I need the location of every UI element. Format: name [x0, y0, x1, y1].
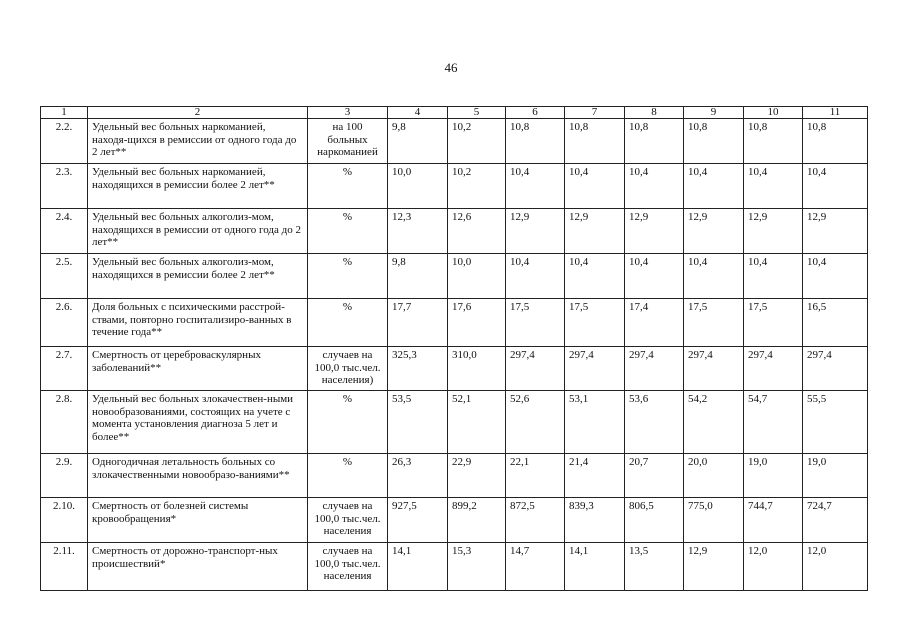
value-cell: 17,5: [565, 299, 625, 347]
value-cell: 53,5: [388, 391, 448, 454]
value-cell: 10,8: [506, 119, 565, 164]
value-cell: 17,5: [744, 299, 803, 347]
value-cell: 10,8: [625, 119, 684, 164]
value-cell: 54,2: [684, 391, 744, 454]
row-number-cell: 2.3.: [41, 164, 88, 209]
indicator-name-cell: Смертность от дорожно-транспорт-ных происшествий*: [88, 543, 308, 591]
value-cell: 14,7: [506, 543, 565, 591]
header-cell: 7: [565, 107, 625, 119]
row-number-cell: 2.8.: [41, 391, 88, 454]
value-cell: 297,4: [625, 347, 684, 391]
value-cell: 9,8: [388, 119, 448, 164]
table-row: [41, 543, 868, 591]
indicator-name-cell: Смертность от цереброваскулярных заболеваний**: [88, 347, 308, 391]
header-cell: 6: [506, 107, 565, 119]
header-cell: 8: [625, 107, 684, 119]
value-cell: 52,1: [448, 391, 506, 454]
header-cell: 5: [448, 107, 506, 119]
value-cell: 19,0: [744, 454, 803, 498]
row-number-cell: 2.6.: [41, 299, 88, 347]
indicators-table: [40, 106, 868, 591]
value-cell: 17,6: [448, 299, 506, 347]
unit-cell: %: [308, 299, 388, 347]
value-cell: 10,2: [448, 164, 506, 209]
table-row: [41, 209, 868, 254]
unit-cell: случаев на 100,0 тыс.чел. населения: [308, 498, 388, 543]
value-cell: 872,5: [506, 498, 565, 543]
value-cell: 297,4: [506, 347, 565, 391]
unit-cell: случаев на 100,0 тыс.чел. населения): [308, 347, 388, 391]
value-cell: 20,7: [625, 454, 684, 498]
value-cell: 9,8: [388, 254, 448, 299]
value-cell: 10,4: [625, 254, 684, 299]
page-number: 46: [444, 60, 458, 75]
value-cell: 17,5: [506, 299, 565, 347]
value-cell: 22,1: [506, 454, 565, 498]
value-cell: 775,0: [684, 498, 744, 543]
unit-cell: случаев на 100,0 тыс.чел. населения: [308, 543, 388, 591]
value-cell: 53,6: [625, 391, 684, 454]
value-cell: 297,4: [744, 347, 803, 391]
unit-cell: %: [308, 454, 388, 498]
value-cell: 10,0: [388, 164, 448, 209]
value-cell: 54,7: [744, 391, 803, 454]
header-cell: 10: [744, 107, 803, 119]
value-cell: 12,9: [506, 209, 565, 254]
value-cell: 10,4: [506, 164, 565, 209]
header-cell: 9: [684, 107, 744, 119]
indicator-name-cell: Смертность от болезней системы кровообращения*: [88, 498, 308, 543]
value-cell: 10,4: [565, 254, 625, 299]
row-number-cell: 2.7.: [41, 347, 88, 391]
indicator-name-cell: Доля больных с психическими расстрой-ствами, повторно госпитализиро-ванных в течение года**: [88, 299, 308, 347]
value-cell: 13,5: [625, 543, 684, 591]
value-cell: 297,4: [565, 347, 625, 391]
value-cell: 21,4: [565, 454, 625, 498]
row-number-cell: 2.2.: [41, 119, 88, 164]
unit-cell: %: [308, 254, 388, 299]
header-cell: 11: [803, 107, 868, 119]
value-cell: 839,3: [565, 498, 625, 543]
value-cell: 10,4: [803, 254, 868, 299]
value-cell: 12,9: [684, 209, 744, 254]
row-number-cell: 2.10.: [41, 498, 88, 543]
value-cell: 10,4: [744, 164, 803, 209]
value-cell: 53,1: [565, 391, 625, 454]
value-cell: 14,1: [565, 543, 625, 591]
unit-cell: %: [308, 164, 388, 209]
value-cell: 19,0: [803, 454, 868, 498]
indicator-name-cell: Удельный вес больных наркоманией, находящихся в ремиссии более 2 лет**: [88, 164, 308, 209]
header-cell: 4: [388, 107, 448, 119]
value-cell: 310,0: [448, 347, 506, 391]
value-cell: 16,5: [803, 299, 868, 347]
value-cell: 12,0: [803, 543, 868, 591]
value-cell: 12,9: [565, 209, 625, 254]
value-cell: 899,2: [448, 498, 506, 543]
value-cell: 12,3: [388, 209, 448, 254]
indicator-name-cell: Удельный вес больных наркоманией, находя-щихся в ремиссии от одного года до 2 лет**: [88, 119, 308, 164]
value-cell: 10,4: [684, 254, 744, 299]
value-cell: 927,5: [388, 498, 448, 543]
table-row: [41, 119, 868, 164]
value-cell: 806,5: [625, 498, 684, 543]
value-cell: 12,9: [684, 543, 744, 591]
value-cell: 10,4: [684, 164, 744, 209]
value-cell: 55,5: [803, 391, 868, 454]
value-cell: 52,6: [506, 391, 565, 454]
row-number-cell: 2.11.: [41, 543, 88, 591]
value-cell: 15,3: [448, 543, 506, 591]
value-cell: 17,7: [388, 299, 448, 347]
value-cell: 10,0: [448, 254, 506, 299]
unit-cell: %: [308, 391, 388, 454]
value-cell: 10,4: [803, 164, 868, 209]
table-row: [41, 254, 868, 299]
value-cell: 297,4: [803, 347, 868, 391]
value-cell: 10,8: [684, 119, 744, 164]
value-cell: 22,9: [448, 454, 506, 498]
value-cell: 325,3: [388, 347, 448, 391]
value-cell: 14,1: [388, 543, 448, 591]
row-number-cell: 2.4.: [41, 209, 88, 254]
value-cell: 12,0: [744, 543, 803, 591]
value-cell: 26,3: [388, 454, 448, 498]
unit-cell: на 100 больных наркоманией: [308, 119, 388, 164]
row-number-cell: 2.5.: [41, 254, 88, 299]
value-cell: 12,9: [625, 209, 684, 254]
value-cell: 17,4: [625, 299, 684, 347]
value-cell: 10,8: [565, 119, 625, 164]
table-row: [41, 391, 868, 454]
row-number-cell: 2.9.: [41, 454, 88, 498]
value-cell: 12,9: [744, 209, 803, 254]
value-cell: 10,2: [448, 119, 506, 164]
header-cell: 3: [308, 107, 388, 119]
header-cell: 1: [41, 107, 88, 119]
table-row: [41, 299, 868, 347]
table-row: [41, 498, 868, 543]
value-cell: 10,8: [744, 119, 803, 164]
table-row: [41, 164, 868, 209]
value-cell: 20,0: [684, 454, 744, 498]
value-cell: 10,4: [565, 164, 625, 209]
table-row: [41, 454, 868, 498]
header-cell: 2: [88, 107, 308, 119]
value-cell: 12,6: [448, 209, 506, 254]
indicator-name-cell: Удельный вес больных алкоголиз-мом, находящихся в ремиссии от одного года до 2 лет**: [88, 209, 308, 254]
unit-cell: %: [308, 209, 388, 254]
value-cell: 297,4: [684, 347, 744, 391]
value-cell: 10,4: [744, 254, 803, 299]
value-cell: 17,5: [684, 299, 744, 347]
value-cell: 12,9: [803, 209, 868, 254]
value-cell: 724,7: [803, 498, 868, 543]
indicator-name-cell: Удельный вес больных алкоголиз-мом, находящихся в ремиссии более 2 лет**: [88, 254, 308, 299]
value-cell: 10,4: [625, 164, 684, 209]
value-cell: 744,7: [744, 498, 803, 543]
indicator-name-cell: Одногодичная летальность больных со злокачественными новообразо-ваниями**: [88, 454, 308, 498]
value-cell: 10,4: [506, 254, 565, 299]
table-row: [41, 347, 868, 391]
header-row: [41, 107, 868, 119]
value-cell: 10,8: [803, 119, 868, 164]
indicator-name-cell: Удельный вес больных злокачествен-ными новообразованиями, состоящих на учете с момента установления диагноза 5 лет и более**: [88, 391, 308, 454]
